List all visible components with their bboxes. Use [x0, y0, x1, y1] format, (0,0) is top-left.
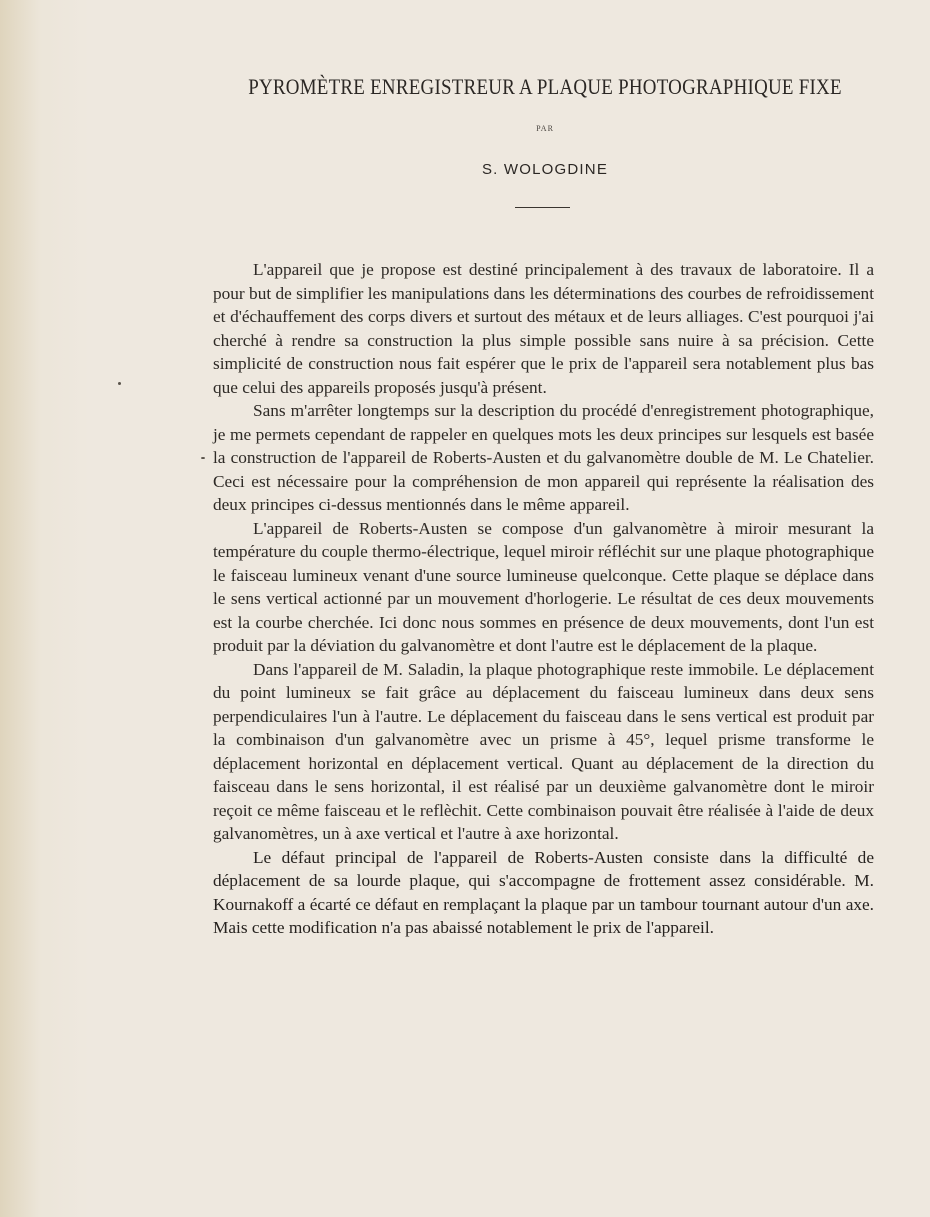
scan-speck: [201, 457, 205, 459]
paragraph: L'appareil de Roberts-Austen se compose d'un galvanomètre à miroir mesurant la température du couple thermo-électrique, lequel miroir réfléchit sur une plaque photographique le faisceau lumineux venant d'une source lumineuse quelconque. Cette plaque se déplace dans le sens vertical actionné par un mouvement d'horlogerie. Le résultat de ces deux mouvements est la courbe cherchée. Ici donc nous sommes en présence de deux mouvements, dont l'un est produit par la déviation du galvanomètre et dont l'autre est le déplacement de la plaque.: [213, 518, 874, 655]
title-divider: [515, 207, 570, 208]
article-body: [213, 258, 874, 940]
by-label: PAR: [536, 124, 554, 133]
paragraph: Le défaut principal de l'appareil de Roberts-Austen consiste dans la difficulté de déplacement de sa lourde plaque, qui s'accompagne de frottement assez considérable. M. Kournakoff a écarté ce défaut en remplaçant la plaque par un tambour tournant autour d'un axe. Mais cette modification n'a pas abaissé notablement le prix de l'appareil.: [213, 847, 874, 937]
paragraph: Sans m'arrêter longtemps sur la description du procédé d'enregistrement photographique, je me permets cependant de rappeler en quelques mots les deux principes sur lesquels est basée la construction de l'appareil de Roberts-Austen et du galvanomètre double de M. Le Chatelier. Ceci est nécessaire pour la compréhension de mon appareil qui représente la réalisation des deux principes ci-dessus mentionnés dans le même appareil.: [213, 401, 874, 514]
article-title: PYROMÈTRE ENREGISTREUR A PLAQUE PHOTOGRAPHIQUE FIXE: [248, 74, 842, 99]
author-name: S. WOLOGDINE: [481, 161, 609, 178]
scan-speck: [118, 382, 121, 385]
paragraph: Dans l'appareil de M. Saladin, la plaque photographique reste immobile. Le déplacement du point lumineux se fait grâce au déplacement du faisceau lumineux dans deux sens perpendiculaires l'un à l'autre. Le déplacement du faisceau dans le sens vertical est produit par la combinaison d'un galvanomètre avec un prisme à 45°, lequel prisme transforme le déplacement horizontal en déplacement vertical. Quant au déplacement de la direction du faisceau dans le sens horizontal, il est réalisé par un deuxième galvanomètre dont le miroir reçoit ce même faisceau et le reflèchit. Cette combinaison pouvait être réalisée à l'aide de deux galvanomètres, un à axe vertical et l'autre à axe horizontal.: [213, 659, 874, 843]
paragraph: L'appareil que je propose est destiné principalement à des travaux de laboratoire. Il a pour but de simplifier les manipulations dans les déterminations des courbes de refroidissement et d'échauffement des corps divers et surtout des métaux et de leurs alliages. C'est pourquoi j'ai cherché à rendre sa construction la plus simple possible sans nuire à sa précision. Cette simplicité de construction nous fait espérer que le prix de l'appareil sera notablement plus bas que celui des appareils proposés jusqu'à présent.: [213, 260, 874, 397]
